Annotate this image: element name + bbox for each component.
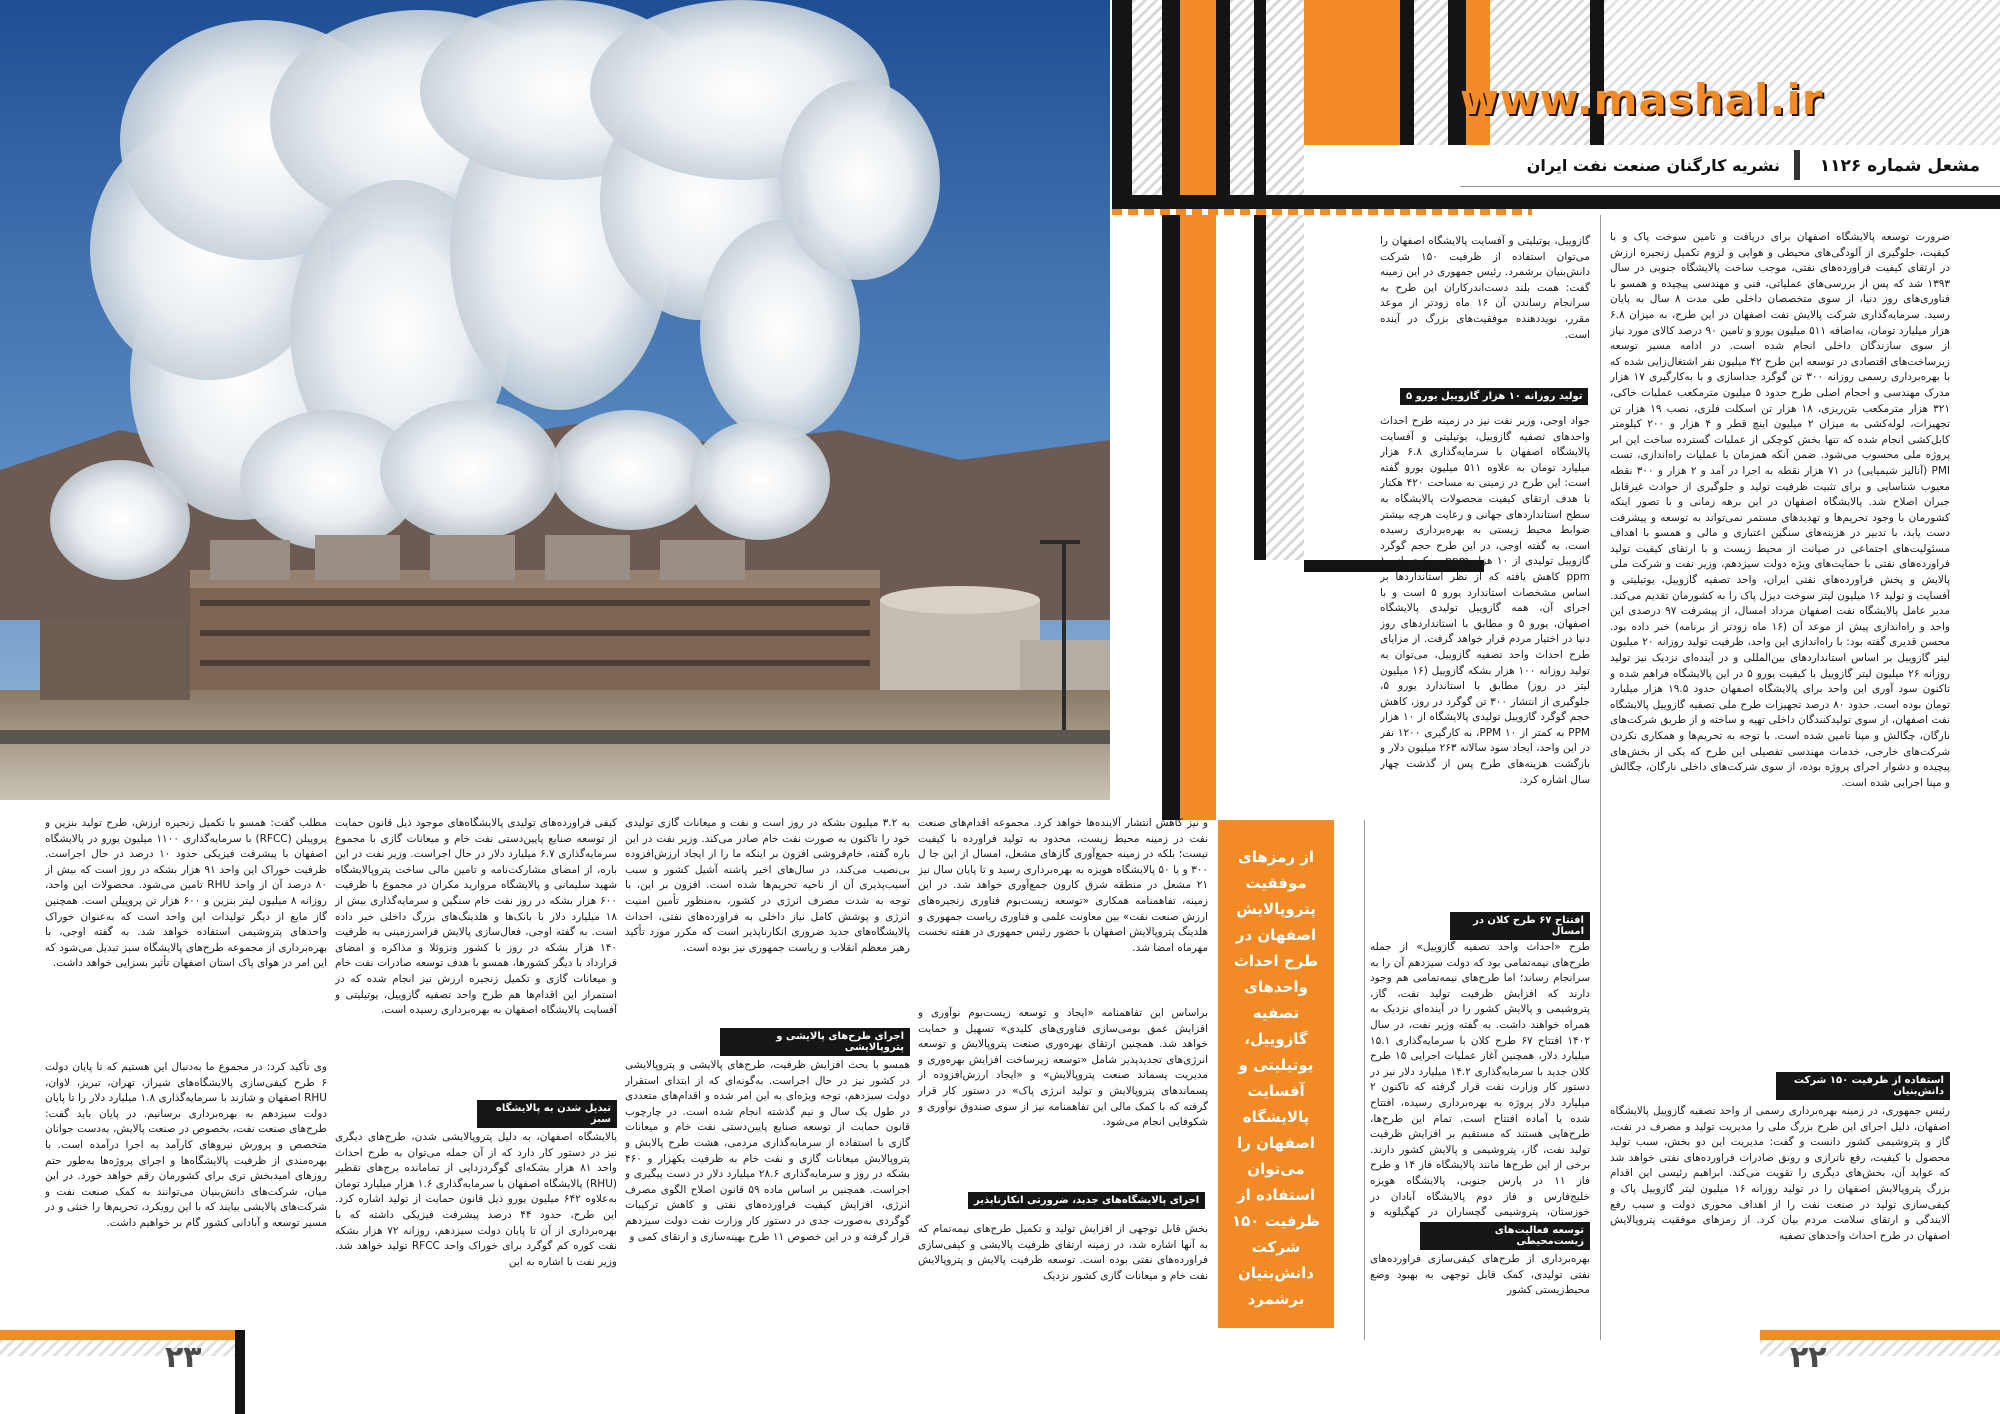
orange-block — [1304, 0, 1400, 145]
column-4-bottom — [625, 1058, 910, 1328]
column-rule — [1364, 820, 1365, 1340]
column-2-mid-text: جواد اوجی، وزیر نفت نیز در زمینه طرح احداث واحدهای تصفیه گازوییل، یوتیلیتی و آفسایت پالایشگاه اصفهان با سرمایه‌گذاری ۶.۸ هزار میلیارد تومان به علاوه ۵۱۱ میلیون یورو گفته است: این طرح در زمینی به مساحت ۴۲۰ هکتار با هدف ارتقای کیفیت محصولات پالایشگاه به سطح استانداردهای جهانی و رعایت هرچه بیشتر ضوابط محیط زیستی به بهره‌برداری رسیده است. به گفته اوجی، در این طرح حجم گوگرد گازوییل تولیدی از ۱۰ هزار ppm به کمتر از ۱۰ ppm کاهش یافته که از نظر استانداردها بر اساس مشخصات استاندارد یورو ۵ است و با اجرای آن، همه گازوییل تولیدی پالایشگاه اصفهان، یورو ۵ و مطابق با استانداردهای روز دنیا در اختیار مردم قرار خواهد گرفت. از مزایای طرح احداث واحد تصفیه گازوییل، می‌توان به تولید روزانه ۱۰۰ هزار بشکه گازوییل (۱۶ میلیون لیتر در روز) مطابق با استاندارد یورو ۵، جلوگیری از انتشار ۳۰۰ تن گوگرد در روز، کاهش حجم گوگرد گازوییل تولیدی پالایشگاه از ۱۰ هزار PPM به کمتر از ۱۰ PPM، به کارگیری ۱۲۰۰ نفر در این واحد، ایجاد سود سالانه ۲۶۳ میلیون دلار و بازگشت هزینه‌های طرح پس از گذشت چهار سال اشاره کرد. — [1380, 415, 1590, 786]
orange-bar-tall — [1180, 0, 1216, 820]
column-6-top — [45, 816, 327, 1056]
column-2-low — [1370, 940, 1590, 1220]
footer-orange-left — [0, 1330, 235, 1340]
subhead-daily-text: تولید روزانه ۱۰ هزار گازوییل یورو ۵ — [1400, 388, 1588, 405]
column-5-top — [335, 816, 617, 1092]
subhead-petro — [720, 1028, 910, 1052]
subhead-knowledge — [1776, 1072, 1950, 1096]
masthead-divider — [1794, 150, 1800, 180]
subhead-opening — [1450, 912, 1590, 936]
black-bar-right — [1400, 0, 1414, 145]
subhead-opening-text: افتتاح ۶۷ طرح کلان در امسال — [1450, 912, 1590, 940]
site-url[interactable]: www.mashal.ir — [1460, 75, 1824, 124]
black-bar-short — [1216, 0, 1230, 200]
hatch-bar-2 — [1230, 0, 1254, 200]
column-3-top-text: و نیز کاهش انتشار آلاینده‌ها خواهد کرد. مجموعه اقدام‌های صنعت نفت در زمینه محیط زیست، محدود به تولید فراورده با کیفیت نیست؛ بلکه در زمینه جمع‌آوری گازهای مشعل، امسال از این جا ل ۳۰۰ و یا ۵۰ پالایشگاه هویزه به بهره‌برداری رسید و تا پایان سال نیز ۲۱ مشعل در منطقه شرق کارون جمع‌آوری خواهد شد. در این زمینه، تفاهمنامه همکاری «توسعه زیست‌بوم فناوری زنجیره‌های ارزش صنعت نفت» بین معاونت علمی و فناوری ریاست جمهوری و هلدینگ پتروپالایش اصفهان با حضور رئیس جمهوری در هفته نخست مهرماه امضا شد. — [918, 817, 1208, 954]
column-1-bottom-text: رئیس جمهوری، در زمینه بهره‌برداری رسمی از واحد تصفیه گازوییل پالایشگاه اصفهان، دلیل اجرای این طرح بزرگ ملی را مدیریت تولید و مصرف در نفت، گاز و پتروشیمی کشور دانست و گفت: مدیریت این دو بخش، سبب تولید محصول با کیفیت، رفع ناترازی و رونق صادرات فراورده‌های نفتی خواهد شد که عواید آن، بخش‌های دیگری را تقویت می‌کند. ابراهیم رئیسی این اقدام بزرگ پتروپالایش اصفهان را در تولید روزانه ۱۶ میلیون لیتر گازوییل پاک و کیفی‌سازی تولید در صنعت نفت را از اهداف محوری دولت و سبب رفع آلایندگی و ارتقای سلامت مردم بیان کرد. از رمزهای موفقیت پتروپالایش اصفهان در طرح احداث واحدهای تصفیه — [1610, 1105, 1950, 1242]
column-2-top-text: گازوییل، یوتیلیتی و آفسایت پالایشگاه اصفهان را می‌توان استفاده از ظرفیت ۱۵۰ شرکت دانش‌بنیان برشمرد. رئیس جمهوری در این زمینه گفت: همت بلند دست‌اندرکاران این طرح به سرانجام رساندن آن ۱۶ ماه زودتر از موعد مقرر، نویددهنده موفقیت‌های بزرگ در آینده است. — [1380, 235, 1590, 341]
column-3-bottom — [918, 1222, 1208, 1322]
subhead-petro-text: اجرای طرح‌های پالایشی و پتروپالایشی — [720, 1028, 910, 1056]
column-2-bottom — [1370, 1252, 1590, 1312]
issue-label: مشعل شماره ۱۱۲۶ — [1819, 156, 1980, 176]
subhead-knowledge-text: استفاده از ظرفیت ۱۵۰ شرکت دانش‌بنیان — [1776, 1072, 1950, 1100]
subhead-green — [477, 1100, 617, 1124]
hatch-bar-3 — [1266, 0, 1304, 560]
subhead-environment — [1420, 1222, 1590, 1246]
column-2-bottom-text: بهره‌برداری از طرح‌های کیفی‌سازی فراورده‌های نفتی تولیدی، کمک قابل توجهی به بهبود وضع محیط‌زیستی کشور — [1370, 1253, 1590, 1297]
subhead-green-text: تبدیل شدن به پالایشگاه سبز — [477, 1100, 617, 1128]
pull-quote-text: از رمزهای موفقیت پتروپالایش اصفهان در طرح احداث واحدهای تصفیه گازوییل، یوتیلیتی و آفسایت پالایشگاه اصفهان را می‌توان استفاده از ظرفیت ۱۵۰ شرکت دانش‌بنیان برشمرد — [1232, 848, 1320, 1308]
subhead-daily — [1400, 384, 1590, 408]
column-5-top-text: کیفی فراورده‌های تولیدی پالایشگاه‌های موجود ذیل قانون حمایت از توسعه صنایع پایین‌دستی نفت خام و میعانات گازی با مجموع سرمایه‌گذاری ۶.۷ میلیارد دلار در حال اجراست. وزیر نفت در این باره، از امضای مشارکت‌نامه و تامین مالی ساخت پتروپالایشگاه شهید سلیمانی و پالایشگاه مروارید مکران در مجموع با ظرفیت ۶۰۰ هزار بشکه در روز نفت خام سنگین و سرمایه‌گذاری بیش از ۱۸ میلیارد دلار با بانک‌ها و هلدینگ‌های بزرگ داخلی خبر داده است. به گفته اوجی، فعال‌سازی پالایش فراسرزمینی به ظرفیت ۱۴۰ هزار بشکه در روز با کشور ونزوئلا و مذاکره و امضای قرارداد با دیگر کشورها، همسو با هدف توسعه صادرات نفت خام و میعانات گازی و تکمیل زنجیره ارزش نیز انجام شده که در استمرار این اقدام‌ها هم طرح واحد تصفیه گازوییل، یوتیلیتی و آفسایت پالایشگاه اصفهان به بهره‌برداری رسیده است. — [335, 817, 617, 1017]
publication-label: نشریه کارگنان صنعت نفت ایران — [1526, 156, 1780, 175]
column-3-bottom-text: بخش قابل توجهی از افزایش تولید و تکمیل طرح‌های نیمه‌تمام که به آنها اشاره شد، در زمینه ارتقای ظرفیت پالایشی و کیفی‌سازی فراورده‌های نفتی بوده است. توسعه ظرفیت پالایش و پتروپالایش نفت خام و میعانات گازی کشور نزدیک — [918, 1223, 1208, 1282]
column-2-mid — [1380, 414, 1590, 904]
page-number-right: ۲۲ — [1790, 1340, 1827, 1375]
footer-black-left — [235, 1330, 245, 1414]
masthead — [1460, 146, 2000, 187]
black-bar — [1112, 0, 1132, 195]
column-1-top — [1610, 230, 1950, 1060]
column-3-mid-text: براساس این تفاهمنامه «ایجاد و توسعه زیست‌بوم نوآوری و افزایش عمق بومی‌سازی فناوری‌های کلیدی» تسهیل و حمایت خواهد شد. همچنین ارتقای بهره‌وری صنعت پتروپالایش و توسعه انرژی‌های تجدیدپذیر شامل «توسعه زیرساخت افزایش بهره‌وری و مدیریت پسماند صنعت پتروپالایش» و «ایجاد ارزش‌افزوده از پسماندهای پتروپالایش و تولید انرژی پاک» در دستور کار قرار گرفته که با کمک مالی این تفاهمنامه نیز از سوی صندوق نوآوری و شکوفایی انجام می‌شود. — [918, 1007, 1208, 1129]
hatch-bar — [1132, 0, 1162, 200]
orange-dash-band — [1112, 209, 1532, 215]
column-6-top-text: مطلب گفت: همسو با تکمیل زنجیره ارزش، طرح تولید بنزین و پروپیلن (RFCC) با سرمایه‌گذاری ۱۱۰۰ میلیون یورو در پالایشگاه اصفهان با پیشرفت فیزیکی حدود ۱۰ درصد در حال اجراست. ظرفیت خوراک این واحد ۹۱ هزار بشکه در روز است که بیش از ۸۰ درصد آن از واحد RHU تامین می‌شود. محصولات این واحد، روزانه ۸ میلیون لیتر بنزین و ۶۰۰ هزار تن پروپیلن است. همچنین گاز مایع از دیگر تولیدات این واحد است که به‌عنوان خوراک واحدهای پتروشیمی استفاده خواهد شد. به گفته اوجی، با بهره‌برداری از مجموعه طرح‌های پالایشگاه سبز تبدیل می‌شود که این امر در هوای پاک استان اصفهان تأثیر بسزایی خواهد داشت. — [45, 817, 327, 970]
column-2-top — [1380, 234, 1590, 370]
subhead-environment-text: توسعه فعالیت‌های زیست‌محیطی — [1420, 1222, 1590, 1250]
hatch-bar-4 — [1414, 0, 1448, 145]
subhead-new-projects — [968, 1188, 1208, 1212]
black-bar-mid — [1254, 0, 1266, 560]
column-1-top-text: ضرورت توسعه پالایشگاه اصفهان برای دریافت و تامین سوخت پاک و با کیفیت، جلوگیری از آلودگی‌های محیطی و هوایی و لزوم تکمیل زنجیره ارزش در ارتقای کیفیت فراورده‌های نفتی، موجب ساخت پالایشگاه جنوبی در سال ۱۳۹۳ شد که پس از بررسی‌های عملیاتی، فنی و مهندسی پیچیده و همسو با فناوری‌های روز دنیا، از سوی متخصصان داخلی طی مدت ۸ سال به پایان رسید. سرمایه‌گذاری شرکت پالایش نفت اصفهان در این طرح، به میزان ۶.۸ هزار میلیارد تومان، به‌اضافه ۵۱۱ میلیون یورو و تامین ۹۰ درصد کالای مورد نیاز از سوی سازندگان داخلی انجام شده است. در ادامه مسیر توسعه زیرساخت‌های اقتصادی در توسعه این طرح ۴۲ میلیون نفر اشتغال‌زایی شده که با بهره‌برداری رسمی روزانه ۳۰۰ تن گوگرد جداسازی و با به‌کارگیری ۱۷ هزار مدرک مهندسی و احجام اصلی طرح حدود ۵ میلیون مترمکعب عملیات خاکی، ۳۲۱ هزار مترمکعب بتن‌ریزی، ۱۸ هزار تن اسکلت فلزی، نصب ۱۹ هزار تن تجهیزات، لوله‌کشی به میزان ۲ میلیون اینچ قطر و ۴ هزار و ۲۰۰ کیلومتر کابل‌کشی انجام شده که تنها بخش کوچکی از عملیات گسترده ساخت این ابر پروژه ملی محسوب می‌شود. ضمن آنکه همزمان با عملیات راه‌اندازی، تست PMI (آنالیز شیمیایی) در ۷۱ هزار نقطه به اجرا در آمد و ۲ هزار و ۳۰۰ نقطه معیوب شناسایی و برای تثبیت ظرفیت تولید و جلوگیری از حوادث غیرقابل جبران اصلاح شد. پالایشگاه اصفهان در این برهه زمانی و با تصور اینکه کشورمان با وجود تحریم‌ها و تهدیدهای مستمر نمی‌تواند به توسعه و پیشرفت دست یابد، با تدبیر در هزینه‌های سنگین اعتباری و مالی و همسو با اهداف مسئولیت‌های اجتماعی در صیانت از محیط زیست و با ارتقای کیفیت تولید فراورده‌های نفتی با حمایت‌های ویژه دولت سیزدهم، وزیر نفت و شرکت ملی پالایش و پخش فراورده‌های نفتی ایران، واحد تصفیه گازوییل، یوتیلیتی و آفسایت و تولید ۱۶ میلیون لیتر سوخت دیزل پاک را به کشورمان تقدیم می‌کند. مدیر عامل پالایشگاه نفت اصفهان مرداد امسال، از پیشرفت ۹۷ درصدی این واحد و راه‌اندازی پیش از موعد آن (۱۶ ماه زودتر از برنامه) خبر داده بود. محسن قدیری گفته بود: با راه‌اندازی این واحد، ظرفیت تولید روزانه ۲۰ میلیون لیتر گازوییل بر اساس استانداردهای بین‌المللی و در آینده‌ای نزدیک نیز تولید روزانه ۲۶ میلیون لیتر گازوییل با کیفیت یورو ۵ در این پالایشگاه فراهم شده و تاکنون سود آوری این واحد برای پالایشگاه اصفهان حدود ۱۹.۵ هزار میلیارد تومان بوده است. حدود ۸۰ درصد تجهیزات طرح ملی تصفیه گازوییل پالایشگاه نفت اصفهان، از سوی تولیدکنندگان داخلی تهیه و ساخته و از طریق شرکت‌های نارگان، چگالش و مپنا تامین شده است. با توجه به تحریم‌ها و همکاری نکردن شرکت‌های خارجی، خدمات مهندسی تفصیلی این طرح که یکی از بخش‌های پیچیده و دشوار اجرای پروژه بوده، از سوی شرکت‌های داخلی نارگان، چگالش و مپنا اجرایی شده است. — [1610, 231, 1950, 789]
column-3-mid — [918, 1006, 1208, 1166]
subhead-new-projects-text: اجرای پالایشگاه‌های جدید، ضرورتی انکارناپذیر — [968, 1192, 1205, 1209]
column-1-bottom — [1610, 1104, 1950, 1326]
footer-orange-right — [1760, 1330, 2000, 1340]
column-5-bottom — [335, 1130, 617, 1330]
refinery-photo — [0, 0, 1110, 800]
column-6-bottom-text: وی تأکید کرد: در مجموع ما به‌دنبال این هستیم که تا پایان دولت ۶ طرح کیفی‌سازی پالایشگاه‌های شیراز، تهران، تبریز، لاوان، RHU اصفهان و شازند با سرمایه‌گذاری ۱.۸ میلیارد دلار را تا پایان دولت سیزدهم به بهره‌برداری برسانیم. در پایان باید گفت: طرح‌های صنعت نفت، بخصوص در صنعت پالایش، به‌دست جوانان متخصص و پرورش نیروهای کارآمد به اجرا درآمده است. با بهره‌مندی از ظرفیت پالایشگاه‌ها و اجرای پروژه‌ها به‌طور حتم روزهای امیدبخش تری برای کشورمان رقم خواهد خورد. در این میان، شرکت‌های دانش‌بنیان می‌توانند به کمک صنعت نفت و شرکت‌های پالایشی بیایند که با این رویکرد، تحریم‌ها را خنثی و در مسیر توسعه و آبادانی کشور گام بر خواهیم داشت. — [45, 1061, 327, 1229]
column-5-bottom-text: پالایشگاه اصفهان، به دلیل پتروپالایشی شدن، طرح‌های دیگری نیز در دستور کار دارد که از آن جمله می‌توان به طرح احداث واحد ۸۱ هزار بشکه‌ای گوگردزدایی از تمامانده برج‌های تقطیر (RHU) پالایشگاه اصفهان با سرمایه‌گذاری ۱.۶ هزار میلیارد تومان به‌علاوه ۶۴۲ میلیون یورو ذیل قانون حمایت از تولید اشاره کرد. این طرح، حدود ۴۴ درصد پیشرفت فیزیکی داشته که با بهره‌برداری از آن تا پایان دولت سیزدهم، روزانه ۷۲ هزار بشکه نفت کوره کم گوگرد برای خوراک واحد RFCC تولید خواهد شد. وزیر نفت با اشاره به این — [335, 1131, 617, 1268]
black-bar-tall — [1162, 0, 1180, 820]
column-6-bottom — [45, 1060, 327, 1330]
pull-quote-box — [1218, 820, 1334, 1328]
page-number-left: ۲۳ — [165, 1340, 202, 1375]
horizontal-black-band — [1112, 195, 2000, 209]
column-4-bottom-text: همسو با بحث افزایش ظرفیت، طرح‌های پالایشی و پتروپالایشی در کشور نیز در حال اجراست. به‌گونه‌ای که از ابتدای استقرار دولت سیزدهم، توجه ویژه‌ای به این امر شده و اقدام‌های متعددی در طول یک سال و نیم گذشته انجام شده است. در چارچوب قانون حمایت از توسعه صنایع پایین‌دستی نفت خام و میعانات گازی با استفاده از سرمایه‌گذاری مردمی، هشت طرح پالایش و پتروپالایش میعانات گازی و نفت خام به ظرفیت یکهزار و ۴۶۰ بشکه در روز و سرمایه‌گذاری ۲۸.۶ میلیارد دلار در دست پیگیری و اجراست. همچنین بر اساس ماده ۵۹ قانون اصلاح الگوی مصرف انرژی، افزایش کیفیت فراورده‌های نفتی و کاهش ترکیبات گوگردی به‌صورت جدی در دستور کار وزارت نفت دولت سیزدهم قرار گرفته و در این خصوص ۱۱ طرح بهینه‌سازی و ارتقای کمی و — [625, 1059, 910, 1243]
site-banner — [1460, 75, 1824, 135]
column-3-top — [918, 816, 1208, 1002]
column-4-top — [625, 816, 910, 1016]
column-2-low-text: طرح «احداث واحد تصفیه گازوییل» از جمله طرح‌های نیمه‌تمامی بود که دولت سیزدهم آن را به سرانجام رساند؛ اما طرح‌های نیمه‌تمامی هم وجود دارند که افزایش ظرفیت تولید نفت، گاز، پتروشیمی و پالایش کشور را در آینده‌ای نزدیک به همراه خواهند داشت. به گفته وزیر نفت، در سال ۱۴۰۲ افتتاح ۶۷ طرح کلان با سرمایه‌گذاری ۱۵.۱ میلیارد دلار، همچنین آغاز عملیات اجرایی ۱۵ طرح کلان جدید با سرمایه‌گذاری ۱۴.۲ میلیارد دلار نیز در دستور کار وزارت نفت قرار گرفته که تاکنون ۲ میلیارد دلار پروژه به بهره‌برداری رسیده، افتتاح شده یا آماده افتتاح است. تمام این طرح‌ها، طرح‌هایی هستند که مستقیم بر افزایش ظرفیت تولید نفت، گاز، پتروشیمی و پالایش کشور دارند. برخی از این طرح‌ها مانند پالایشگاه فاز ۱۴ و طرح فاز ۱۱ در پارس جنوبی، پالایشگاه هویزه خلیج‌فارس و فاز دوم پالایشگاه آبادان در خوزستان، پتروشیمی گچساران در کهگیلویه و — [1370, 941, 1590, 1219]
column-4-top-text: به ۳.۲ میلیون بشکه در روز است و نفت و میعانات گازی تولیدی خود را تاکنون به صورت نفت خام صادر می‌کند. وزیر نفت در این باره گفته، خام‌فروشی افزون بر اینکه ما را از ایجاد ارزش‌افزوده بی‌نصیب می‌کند، در سال‌های اخیر پاشنه آشیل کشور و سبب آسیب‌پذیری آن از ناحیه تحریم‌ها شده است. افزون بر این، با توجه به شدت مصرف انرژی در کشور، به‌منظور تأمین امنیت انرژی و پوشش کامل نیاز داخلی به فراورده‌های نفتی، احداث پالایشگاه‌های جدید ضروری انکارناپذیر است که مکرر مورد تأکید رهبر معظم انقلاب و ریاست جمهوری نیز بوده است. — [625, 817, 910, 954]
column-rule-2 — [1600, 215, 1601, 1340]
